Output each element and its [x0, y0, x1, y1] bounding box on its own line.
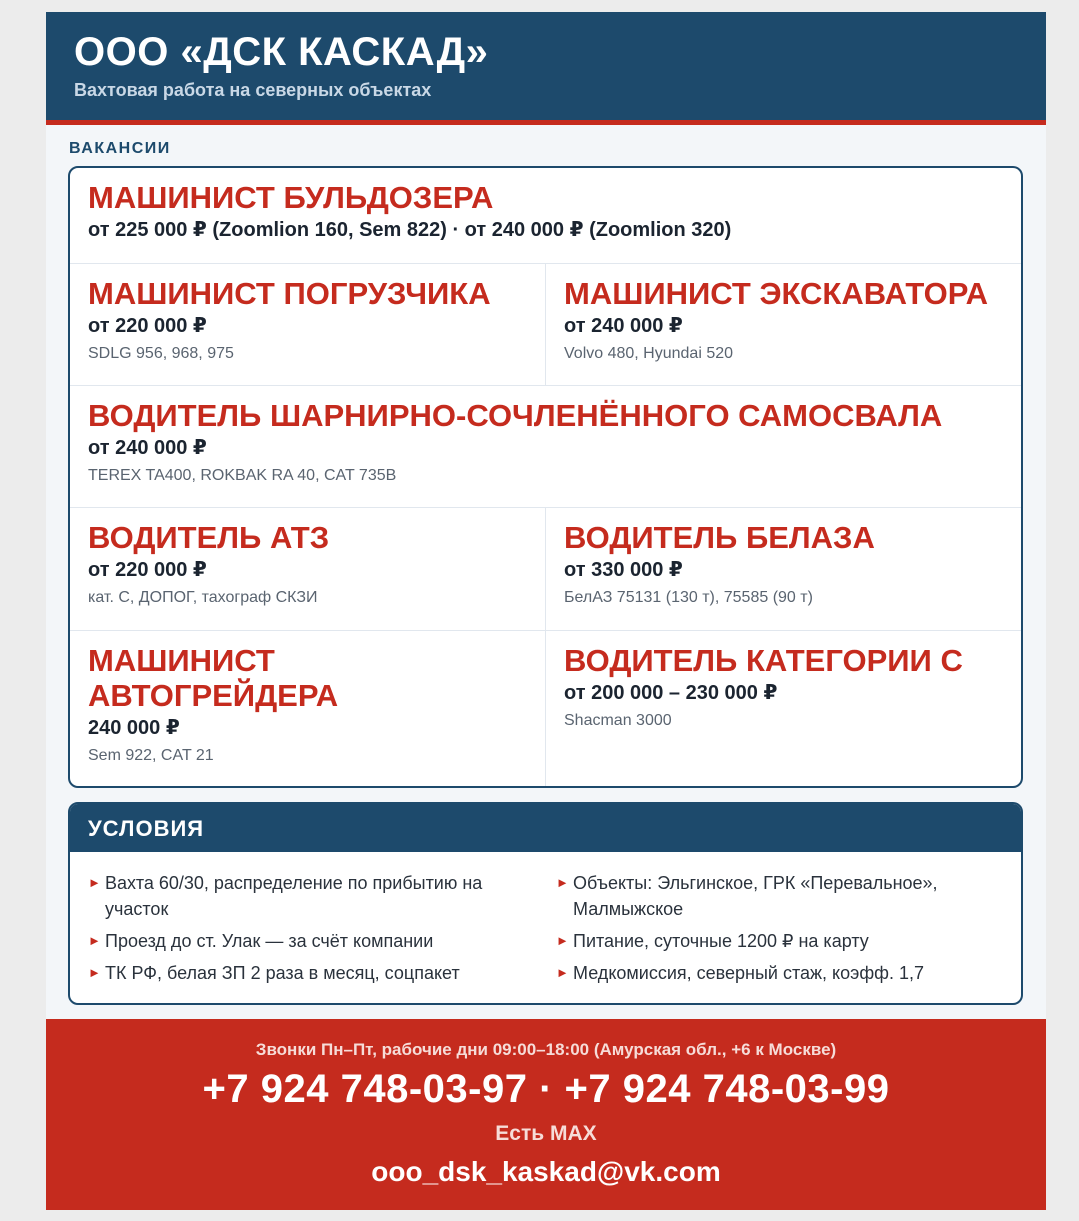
condition-text: Вахта 60/30, распределение по прибытию на участок: [105, 873, 483, 919]
condition-item: [88, 960, 528, 986]
conditions-list-left: [88, 870, 528, 992]
company-title: ООО «ДСК КАСКАД»: [74, 30, 489, 74]
vacancy-row: [70, 508, 1021, 631]
max-messenger-note: Есть MAX: [495, 1122, 597, 1145]
vacancy-salary: от 240 000 ₽: [564, 315, 683, 337]
condition-text: Объекты: Эльгинское, ГРК «Перевальное», Малмыжское: [573, 873, 938, 919]
vacancy-card-loader: [70, 264, 545, 385]
vacancies-label: ВАКАНСИИ: [69, 140, 171, 157]
header-divider: [46, 120, 1046, 125]
vacancy-equipment: Sem 922, CAT 21: [88, 747, 214, 764]
vacancy-title: МАШИНИСТ ПОГРУЗЧИКА: [88, 276, 491, 311]
vacancy-card-belaz: [545, 508, 1021, 630]
vacancy-title: ВОДИТЕЛЬ БЕЛАЗА: [564, 520, 875, 555]
vacancies-panel: [68, 166, 1023, 788]
condition-item: [556, 928, 996, 954]
triangle-bullet-icon: ►: [88, 875, 101, 890]
vacancy-card-category-c: [545, 631, 1021, 786]
call-hours: Звонки Пн–Пт, рабочие дни 09:00–18:00 (Амурская обл., +6 к Москве): [255, 1040, 837, 1059]
vacancy-card-fuel-truck: [70, 508, 545, 630]
vacancy-row: [70, 168, 1021, 264]
vacancy-row: [70, 264, 1021, 386]
vacancy-equipment: TEREX TA400, ROKBAK RA 40, CAT 735B: [88, 467, 397, 484]
vacancy-title: ВОДИТЕЛЬ ШАРНИРНО-СОЧЛЕНЁННОГО САМОСВАЛА: [88, 398, 943, 433]
vacancy-salary: от 200 000 – 230 000 ₽: [564, 682, 778, 704]
vacancy-title: МАШИНИСТ БУЛЬДОЗЕРА: [88, 180, 494, 215]
job-poster: [46, 12, 1046, 1210]
email-address[interactable]: ooo_dsk_kaskad@vk.com: [371, 1156, 721, 1187]
vacancy-equipment: БелАЗ 75131 (130 т), 75585 (90 т): [564, 589, 813, 606]
vacancy-salary: от 330 000 ₽: [564, 559, 683, 581]
vacancy-title: ВОДИТЕЛЬ КАТЕГОРИИ С: [564, 643, 963, 678]
vacancy-card-bulldozer: [70, 168, 1021, 263]
condition-item: [88, 928, 528, 954]
vacancy-salary: от 220 000 ₽: [88, 315, 207, 337]
triangle-bullet-icon: ►: [88, 965, 101, 980]
condition-text: Медкомиссия, северный стаж, коэфф. 1,7: [573, 963, 924, 983]
vacancy-card-dump-truck: [70, 386, 1021, 507]
vacancy-card-excavator: [545, 264, 1021, 385]
condition-text: Питание, суточные 1200 ₽ на карту: [573, 931, 869, 951]
vacancy-equipment: кат. C, ДОПОГ, тахограф СКЗИ: [88, 589, 318, 606]
vacancy-equipment: Shacman 3000: [564, 712, 672, 729]
condition-item: [556, 960, 996, 986]
vacancy-salary: от 240 000 ₽: [88, 437, 207, 459]
condition-item: [556, 870, 996, 922]
vacancy-equipment: Volvo 480, Hyundai 520: [564, 345, 734, 362]
header-banner: [46, 12, 1046, 120]
vacancy-title: ВОДИТЕЛЬ АТЗ: [88, 520, 330, 555]
vacancy-title: МАШИНИСТ АВТОГРЕЙДЕРА: [88, 643, 339, 713]
vacancy-equipment: SDLG 956, 968, 975: [88, 345, 234, 362]
contact-banner: [46, 1019, 1046, 1210]
conditions-panel: [68, 802, 1023, 1005]
triangle-bullet-icon: ►: [556, 965, 569, 980]
vacancy-card-grader: [70, 631, 545, 786]
vacancy-row: [70, 631, 1021, 786]
vacancy-salary: от 225 000 ₽ (Zoomlion 160, Sem 822) · от 240 000 ₽ (Zoomlion 320): [88, 219, 732, 241]
vacancy-title: МАШИНИСТ ЭКСКАВАТОРА: [564, 276, 989, 311]
phone-numbers[interactable]: +7 924 748-03-97 · +7 924 748-03-99: [202, 1067, 890, 1111]
condition-item: [88, 870, 528, 922]
condition-text: Проезд до ст. Улак — за счёт компании: [105, 931, 434, 951]
triangle-bullet-icon: ►: [88, 933, 101, 948]
triangle-bullet-icon: ►: [556, 875, 569, 890]
vacancy-salary: от 220 000 ₽: [88, 559, 207, 581]
company-subtitle: Вахтовая работа на северных объектах: [74, 80, 432, 100]
vacancy-row: [70, 386, 1021, 508]
triangle-bullet-icon: ►: [556, 933, 569, 948]
vacancy-salary: 240 000 ₽: [88, 717, 180, 739]
condition-text: ТК РФ, белая ЗП 2 раза в месяц, соцпакет: [105, 963, 460, 983]
conditions-list-right: [556, 870, 996, 992]
conditions-title: УСЛОВИЯ: [88, 816, 205, 841]
conditions-header: [70, 804, 1021, 852]
